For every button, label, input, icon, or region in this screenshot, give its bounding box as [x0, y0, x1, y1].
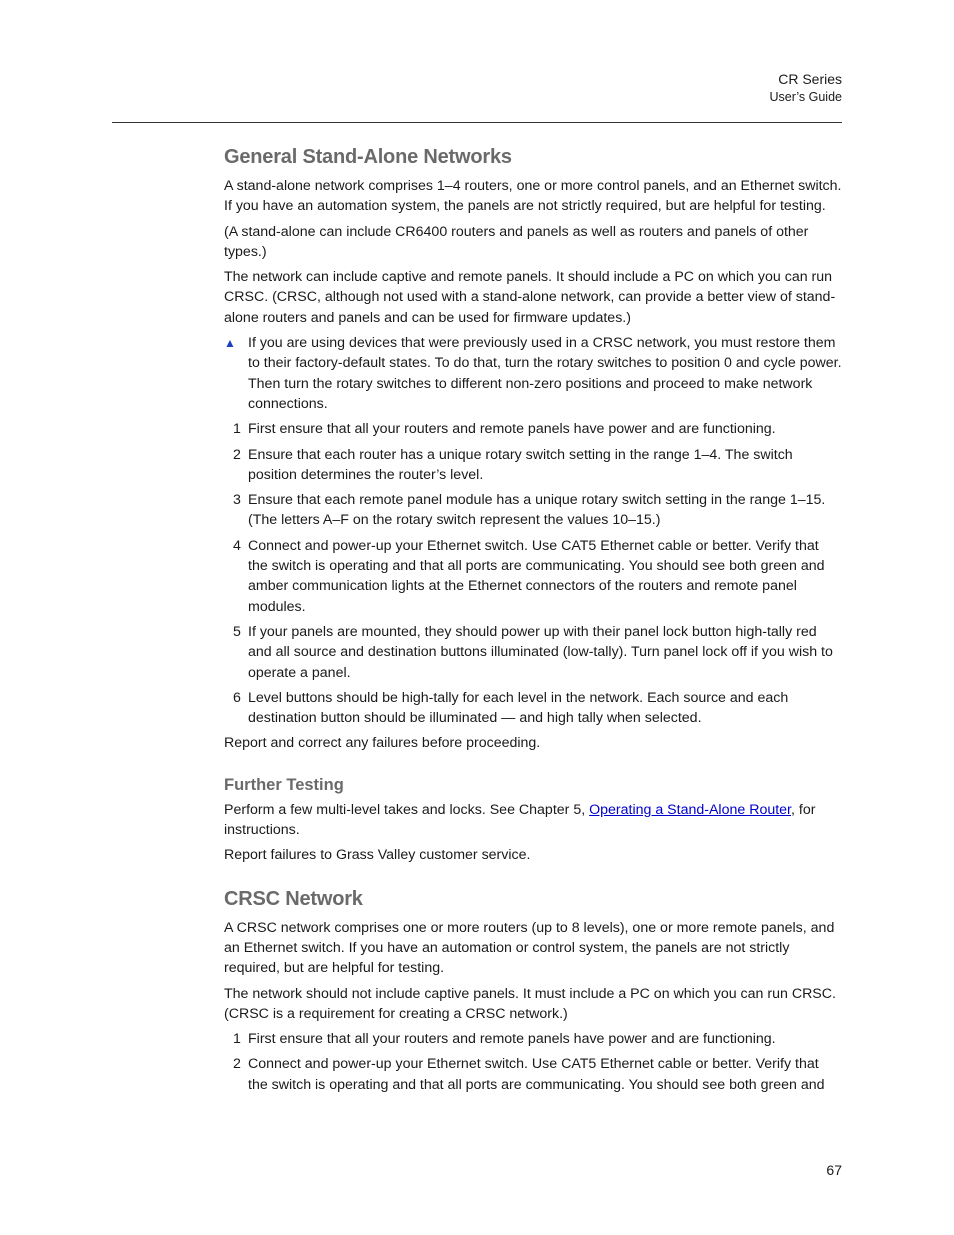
header-series: CR Series: [778, 71, 842, 87]
list-item: [224, 688, 842, 729]
paragraph: (A stand-alone can include CR6400 routers and panels as well as routers and panels of other types.): [224, 223, 809, 260]
list-item: [224, 1029, 842, 1049]
paragraph: The network can include captive and remote panels. It should include a PC on which you can run CRSC. (CRSC, although not used with a stand-alone network, can provide a better view of stand-alone routers and panels and can be used for firmware updates.): [224, 269, 836, 326]
step-text: If your panels are mounted, they should power up with their panel lock button high-tally red and all source and destination buttons illuminated (low-tally). Turn panel lock off if you wish to operate a panel.: [248, 623, 833, 681]
list-item: [224, 445, 842, 486]
step-number: 6: [233, 689, 241, 706]
list-item: [224, 419, 842, 439]
step-text: Connect and power-up your Ethernet switch. Use CAT5 Ethernet cable or better. Verify that the switch is operating and that all ports are communicating. You should see both green and: [248, 1056, 825, 1093]
list-item: [224, 1054, 842, 1095]
paragraph: A CRSC network comprises one or more routers (up to 8 levels), one or more remote panels, and an Ethernet switch. If you have an automation or control system, the panels are not strictly required, but are helpful for testing.: [224, 919, 835, 977]
running-header: [770, 70, 843, 106]
step-text: First ensure that all your routers and remote panels have power and are functioning.: [248, 1031, 776, 1048]
paragraph: The network should not include captive panels. It must include a PC on which you can run CRSC. (CRSC is a requirement for creating a CRSC network.): [224, 985, 836, 1022]
page-number: 67: [826, 1162, 842, 1178]
step-text: Ensure that each router has a unique rotary switch setting in the range 1–4. The switch position determines the router’s level.: [248, 446, 793, 483]
text-run: , for instructions.: [224, 801, 816, 839]
page-content: [224, 144, 842, 1100]
text-run: Perform a few multi-level takes and locks. See Chapter 5,: [224, 801, 590, 818]
paragraph: Report failures to Grass Valley customer service.: [224, 847, 531, 864]
step-text: Ensure that each remote panel module has a unique rotary switch setting in the range 1–15. (The letters A–F on the rotary switch represent the values 10–15.): [248, 492, 826, 529]
section-title-general-stand-alone: General Stand-Alone Networks: [224, 146, 512, 168]
step-number: 4: [233, 537, 241, 554]
step-number: 3: [233, 492, 241, 509]
subsection-title-further-testing: Further Testing: [224, 775, 344, 794]
paragraph: [224, 800, 842, 841]
list-item: [224, 490, 842, 531]
list-item: [224, 536, 842, 617]
step-number: 1: [233, 1031, 241, 1048]
step-text: First ensure that all your routers and remote panels have power and are functioning.: [248, 421, 776, 438]
paragraph: Report and correct any failures before proceeding.: [224, 735, 541, 752]
step-number: 1: [233, 421, 241, 438]
warning-triangle-icon: ▲: [224, 336, 236, 351]
header-guide: User’s Guide: [769, 89, 842, 104]
header-rule: [112, 122, 842, 123]
warning-note: [224, 333, 842, 414]
step-text: Level buttons should be high-tally for each level in the network. Each source and each destination button should be illuminated — and high tally when selected.: [248, 689, 789, 727]
section-title-crsc-network: CRSC Network: [224, 887, 363, 910]
warning-text: If you are using devices that were previously used in a CRSC network, you must restore them to their factory-default states. To do that, turn the rotary switches to position 0 and cycle power. Then turn the rotary switches to different non-zero positions and proceed to make network connections.: [248, 335, 842, 412]
step-text: Connect and power-up your Ethernet switch. Use CAT5 Ethernet cable or better. Verify that the switch is operating and that all ports are communicating. You should see both green and amber communication lights at the Ethernet connectors of the routers and remote panel modules.: [248, 537, 825, 615]
step-number: 5: [233, 623, 241, 640]
chapter-5-link[interactable]: Operating a Stand-Alone Router: [589, 801, 792, 818]
step-number: 2: [233, 1056, 241, 1073]
list-item: [224, 622, 842, 683]
paragraph: A stand-alone network comprises 1–4 routers, one or more control panels, and an Ethernet switch. If you have an automation system, the panels are not strictly required, but are helpful for testing.: [224, 178, 842, 215]
procedure-steps: [224, 1029, 842, 1095]
step-number: 2: [233, 446, 241, 463]
procedure-steps: [224, 419, 842, 728]
